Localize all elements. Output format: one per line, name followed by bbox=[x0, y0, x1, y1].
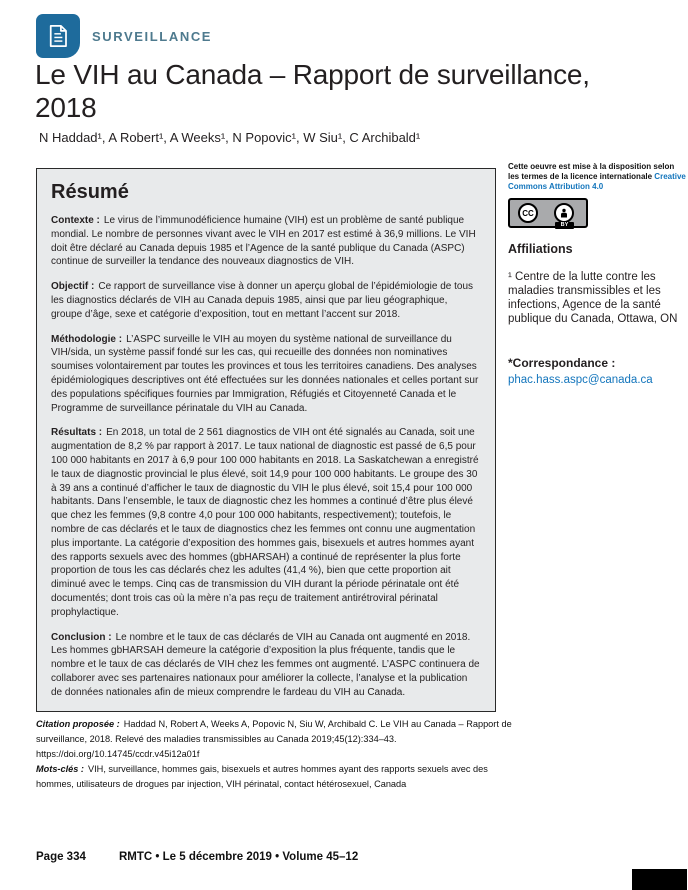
section-label: Résultats : bbox=[51, 427, 103, 439]
cc-by-badge[interactable] bbox=[508, 198, 588, 228]
article-title: Le VIH au Canada – Rapport de surveillance, 2018 bbox=[35, 59, 590, 123]
keywords-label: Mots-clés : bbox=[36, 764, 84, 774]
citation-keywords-block bbox=[36, 717, 528, 792]
section-text: Le virus de l’immunodéficience humaine (VIH) est un problème de santé publique mondial. Le nombre de personnes vivant avec le VIH en 2017 est estimé à 36,9 millions. Le VIH doit être déclaré au Canada depuis 1985 et l’Agence de la santé publique du Canada (ASPC) continue de surveiller la tendance des nouveaux diagnostics de VIH. bbox=[51, 215, 476, 268]
section-label: Contexte : bbox=[51, 215, 100, 226]
abstract-section-resultats bbox=[51, 426, 481, 619]
section-text: En 2018, un total de 2 561 diagnostics de VIH ont été signalés au Canada, soit une augmentation de 8,2 % par rapport à 2017. Le taux national de diagnostic est passé de 6,5 pour 100 000 habitants en 2017 à 6,9 pour 100 000 habitants en 2018. La Saskatchewan a enregistré le taux de diagnostic provincial le plus élevé, soit 14,9 pour 100 000 habitants. Le groupe des 30 à 39 ans a continué d’afficher le taux de diagnostic du VIH le plus élevé, soit 15,4 pour 100 000 habitants. Dans l’ensemble, le taux de diagnostic chez les hommes a continué d’être plus élevé que chez les femmes (9,8 contre 4,0 pour 100 000 habitants, respectivement); toutefois, le nombre de cas déclarés et le taux de diagnostics chez les femmes ont connu une augmentation plus importante. La catégorie d’exposition des hommes gais, bisexuels et autres hommes ayant des rapports sexuels avec des hommes (gbHARSAH) a continué de représenter la plus forte proportion de tous les cas déclarés chez les adultes (41,4 %), bien que cette proportion ait diminué avec le temps. Cinq cas de transmission du VIH durant la période périnatale ont été documentés; dont trois cas où la mère n’a pas reçu de traitement antirétroviral périnatal prophylactique. bbox=[51, 427, 479, 618]
section-label: Conclusion : bbox=[51, 631, 112, 643]
journal-issue-line: RMTC • Le 5 décembre 2019 • Volume 45–12 bbox=[119, 851, 359, 863]
abstract-section-conclusion bbox=[51, 631, 481, 700]
abstract-heading: Résumé bbox=[51, 181, 129, 203]
section-label: Méthodologie : bbox=[51, 333, 123, 345]
license-text: Cette oeuvre est mise à la disposition selon les termes de la licence internationale bbox=[508, 162, 675, 181]
attribution-person-icon bbox=[554, 203, 574, 223]
abstract-section-contexte bbox=[51, 214, 481, 269]
cc-logo-icon bbox=[518, 203, 538, 223]
abstract-section-objectif bbox=[51, 280, 481, 321]
surveillance-document-icon bbox=[36, 14, 80, 58]
section-label: Objectif : bbox=[51, 281, 95, 293]
abstract-section-methodologie bbox=[51, 333, 481, 416]
license-statement bbox=[508, 162, 686, 192]
cc-by-label: BY bbox=[555, 222, 574, 229]
page-number: Page 334 bbox=[36, 851, 86, 863]
section-text: L’ASPC surveille le VIH au moyen du système national de surveillance du VIH/sida, un système passif fondé sur les cas, qui recueille des données non nominatives soumises volontairement par toutes les provinces et tous les territoires canadiens. Des analyses épidémiologiques descriptives ont été effectuées sur les données nationales et celles portant sur des populations spécifiques fournies par Immigration, Réfugiés et Citoyenneté Canada et le Programme de surveillance périnatale du VIH au Canada. bbox=[51, 333, 479, 414]
abstract-box bbox=[36, 168, 496, 712]
section-text: Le nombre et le taux de cas déclarés de VIH au Canada ont augmenté en 2018. Les hommes gbHARSAH demeure la catégorie d’exposition la plus fréquente, tandis que le nombre et le taux de cas déclarés de VIH chez les femmes ont augmenté. L’ASPC continuera de collaborer avec ses partenaires nationaux pour améliorer la collecte, l’analyse et la publication de données nationales afin de mieux comprendre le fardeau du VIH au Canada. bbox=[51, 631, 480, 698]
correspondence-email-link[interactable]: phac.hass.aspc@canada.ca bbox=[508, 374, 653, 386]
footer-corner-mark bbox=[632, 869, 687, 890]
cc-license-link[interactable]: Creative Commons Attribution 4.0 bbox=[508, 172, 686, 191]
suggested-citation bbox=[36, 717, 528, 762]
affiliations-heading: Affiliations bbox=[508, 242, 573, 256]
cc-letters: CC bbox=[522, 208, 534, 218]
correspondence-label: *Correspondance : bbox=[508, 356, 616, 370]
citation-text: Haddad N, Robert A, Weeks A, Popovic N, Siu W, Archibald C. Le VIH au Canada – Rapport de surveillance, 2018. Relevé des maladies transmissibles au Canada 2019;45(12):334–43. https://doi.org/10.14745/ccdr.v45i12a01f bbox=[36, 719, 512, 759]
keywords-line bbox=[36, 762, 528, 792]
keywords-text: VIH, surveillance, hommes gais, bisexuels et autres hommes ayant des rapports sexuels avec des hommes, utilisateurs de drogues par injection, VIH périnatal, contact hétérosexuel, Canada bbox=[36, 764, 488, 789]
article-category-label: SURVEILLANCE bbox=[92, 29, 213, 44]
authors-line: N Haddad¹, A Robert¹, A Weeks¹, N Popovic¹, W Siu¹, C Archibald¹ bbox=[39, 130, 421, 145]
affiliation-text: ¹ Centre de la lutte contre les maladies transmissibles et les infections, Agence de la santé publique du Canada, Ottawa, ON bbox=[508, 271, 678, 325]
citation-label: Citation proposée : bbox=[36, 719, 120, 729]
sidebar bbox=[508, 162, 686, 386]
section-text: Ce rapport de surveillance vise à donner un aperçu global de l’épidémiologie de tous les diagnostics déclarés de VIH au Canada depuis 1985, ainsi que par lieu géographique, groupe d’âge, sexe et catégorie d’exposition, tout en mettant l’accent sur 2018. bbox=[51, 281, 474, 320]
